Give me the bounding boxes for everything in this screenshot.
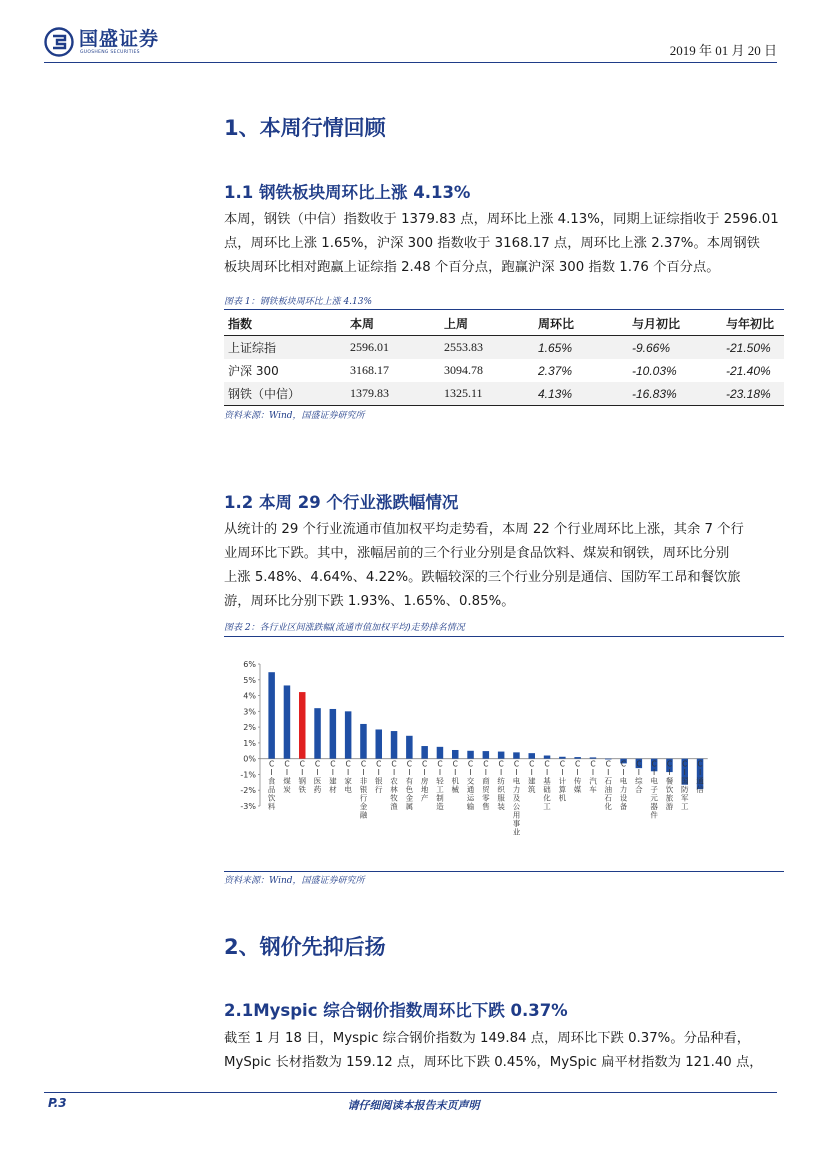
x-tick-label: C I 国防军工	[681, 759, 689, 812]
x-tick-label: C I 通信	[696, 759, 704, 795]
bar-CI传媒	[574, 757, 581, 759]
y-tick-label: 5%	[243, 675, 256, 685]
table-header: 上周	[440, 311, 534, 336]
x-tick-label: C I 建筑	[528, 759, 536, 795]
bar-CI食品饮料	[268, 672, 275, 758]
bar-CI计算机	[559, 757, 566, 759]
bar-CI煤炭	[284, 685, 291, 758]
x-tick-label: C I 食品饮料	[267, 759, 276, 812]
table-cell: -21.40%	[726, 363, 771, 378]
bar-CI医药	[314, 708, 321, 758]
bar-CI建筑	[529, 753, 536, 759]
x-tick-label: C I 建材	[329, 759, 337, 795]
x-tick-label: C I 餐饮旅游	[665, 759, 674, 812]
x-tick-label: C I 机械	[451, 759, 459, 795]
paragraph-line: 本周，钢铁（中信）指数收于 1379.83 点，周环比上涨 4.13%，同期上证综指收于 2596.01	[224, 212, 779, 227]
y-tick-label: 2%	[243, 723, 256, 733]
x-tick-label: C I 有色金属	[405, 759, 414, 812]
x-tick-label: C I 农林牧渔	[390, 759, 398, 812]
y-tick-label: 3%	[243, 707, 256, 717]
bar-CI轻工制造	[437, 747, 444, 759]
x-tick-label: C I 煤炭	[283, 759, 291, 795]
table-cell: 3168.17	[350, 363, 389, 377]
paragraph-line: MySpic 长材指数为 159.12 点，周环比下跌 0.45%，MySpic 扁平材指数为 121.40 点，	[224, 1055, 763, 1070]
bar-CI机械	[452, 750, 459, 759]
bar-CI交通运输	[467, 751, 474, 759]
page-number: P.3	[48, 1096, 67, 1110]
index-table	[224, 311, 784, 406]
table-caption: 图表 1：钢铁板块周环比上涨 4.13%	[224, 297, 373, 307]
industry-bar-chart	[224, 640, 784, 870]
table-header: 本周	[346, 311, 440, 336]
bar-CI房地产	[421, 746, 428, 759]
paragraph-1-2	[224, 518, 784, 614]
report-date: 2019 年 01 月 20 日	[669, 43, 777, 58]
paragraph-line: 板块周环比相对跑赢上证综指 2.48 个百分点，跑赢沪深 300 指数 1.76 个百分点。	[224, 260, 720, 275]
paragraph-line: 业周环比下跌。其中，涨幅居前的三个行业分别是食品饮料、煤炭和钢铁，周环比分别	[224, 546, 730, 561]
paragraph-1-1	[224, 208, 784, 280]
table-cell: 1325.11	[440, 382, 534, 406]
subsection-title-1-1: 1.1 钢铁板块周环比上涨 4.13%	[224, 183, 471, 202]
table-header-row	[224, 311, 784, 336]
table-row	[224, 359, 784, 382]
brand-logo-icon	[44, 27, 74, 57]
caption-divider	[224, 636, 784, 637]
bar-CI商贸零售	[483, 751, 490, 759]
caption-divider	[224, 309, 784, 310]
y-tick-label: -2%	[240, 786, 256, 796]
x-tick-label: C I 非银行金融	[359, 759, 368, 820]
chart-bottom-divider	[224, 871, 784, 872]
x-tick-label: C I 银行	[375, 759, 383, 795]
y-tick-label: 4%	[243, 691, 256, 701]
y-tick-label: 6%	[243, 660, 256, 669]
x-tick-label: C I 基础化工	[543, 759, 551, 812]
table-cell: 3094.78	[444, 363, 483, 377]
section-title-2: 2、钢价先抑后扬	[224, 935, 386, 959]
header-divider	[44, 62, 777, 63]
table-cell: 上证综指	[224, 336, 346, 360]
subsection-title-1-2: 1.2 本周 29 个行业涨跌幅情况	[224, 493, 459, 512]
table-cell: -9.66%	[628, 336, 722, 360]
table-cell: 2.37%	[538, 363, 573, 378]
x-tick-label: C I 综合	[635, 759, 643, 795]
x-tick-label: C I 交通运输	[466, 759, 475, 812]
subsection-title-2-1: 2.1Myspic 综合钢价指数周环比下跌 0.37%	[224, 1001, 568, 1020]
x-tick-label: C I 传媒	[573, 759, 582, 795]
table-source: 资料来源：Wind，国盛证券研究所	[224, 411, 365, 421]
table-header: 指数	[224, 311, 346, 336]
bar-CI汽车	[590, 757, 597, 758]
table-cell: -21.50%	[722, 336, 784, 360]
x-tick-label: C I 房地产	[420, 759, 429, 803]
x-tick-label: C I 电子元器件	[650, 759, 658, 820]
footer-disclaimer: 请仔细阅读本报告末页声明	[347, 1099, 480, 1112]
table-row	[224, 382, 784, 406]
bar-CI非银行金融	[360, 724, 367, 759]
y-tick-label: -1%	[240, 770, 256, 780]
bar-CI建材	[330, 709, 337, 759]
table-cell: 1.65%	[534, 336, 628, 360]
table-cell: 2596.01	[346, 336, 440, 360]
x-tick-label: C I 商贸零售	[482, 759, 490, 812]
table-header: 与年初比	[722, 311, 784, 336]
x-tick-label: C I 医药	[313, 759, 322, 795]
paragraph-line: 点，周环比上涨 1.65%，沪深 300 指数收于 3168.17 点，周环比上涨 2.37%。本周钢铁	[224, 236, 760, 251]
x-tick-label: C I 石油石化	[604, 759, 612, 812]
table-cell: -23.18%	[722, 382, 784, 406]
x-tick-label: C I 电力设备	[619, 759, 628, 812]
brand-logo	[44, 27, 159, 57]
bar-CI纺织服装	[498, 752, 505, 759]
y-tick-label: -3%	[240, 802, 256, 811]
table-row	[224, 336, 784, 360]
paragraph-line: 截至 1 月 18 日，Myspic 综合钢价指数为 149.84 点，周环比下跌 0.37%。分品种看，	[224, 1031, 751, 1046]
x-tick-label: C I 家电	[344, 759, 352, 795]
paragraph-line: 从统计的 29 个行业流通市值加权平均走势看，本周 22 个行业周环比上涨，其余 7 个行	[224, 522, 744, 537]
bar-CI钢铁	[299, 692, 306, 759]
table-cell: -16.83%	[628, 382, 722, 406]
paragraph-line: 上涨 5.48%、4.64%、4.22%。跌幅较深的三个行业分别是通信、国防军工昂和餐饮旅	[224, 570, 741, 585]
y-tick-label: 0%	[243, 754, 256, 764]
table-cell: 1379.83	[346, 382, 440, 406]
chart-source: 资料来源：Wind，国盛证券研究所	[224, 876, 365, 886]
table-cell: 4.13%	[534, 382, 628, 406]
bar-CI农林牧渔	[391, 731, 398, 759]
bar-CI银行	[376, 729, 383, 758]
x-tick-label: C I 汽车	[589, 759, 597, 795]
table-header: 周环比	[534, 311, 628, 336]
brand-name: 国盛证券	[79, 28, 160, 50]
x-tick-label: C I 轻工制造	[436, 759, 444, 812]
section-title-1: 1、本周行情回顾	[224, 116, 386, 140]
bar-CI电力及公用事业	[513, 752, 520, 758]
bar-CI有色金属	[406, 736, 413, 759]
footer-divider	[44, 1092, 777, 1093]
paragraph-2-1	[224, 1027, 784, 1075]
table-cell: -10.03%	[632, 363, 677, 378]
x-tick-label: C I 纺织服装	[497, 759, 505, 812]
y-tick-label: 1%	[243, 738, 256, 748]
brand-name-en: GUOSHENG SECURITIES	[80, 50, 140, 55]
chart-caption: 图表 2：各行业区间涨跌幅(流通市值加权平均)走势排名情况	[224, 623, 465, 633]
x-tick-label: C I 计算机	[558, 759, 567, 803]
x-tick-label: C I 钢铁	[298, 759, 306, 795]
table-cell: 沪深 300	[228, 364, 279, 378]
table-cell: 2553.83	[440, 336, 534, 360]
paragraph-line: 游，周环比分别下跌 1.93%、1.65%、0.85%。	[224, 594, 515, 609]
table-cell: 钢铁（中信）	[224, 382, 346, 406]
table-header: 与月初比	[628, 311, 722, 336]
bar-CI基础化工	[544, 756, 551, 759]
bar-CI家电	[345, 711, 352, 758]
x-tick-label: C I 电力及公用事业	[512, 759, 521, 837]
